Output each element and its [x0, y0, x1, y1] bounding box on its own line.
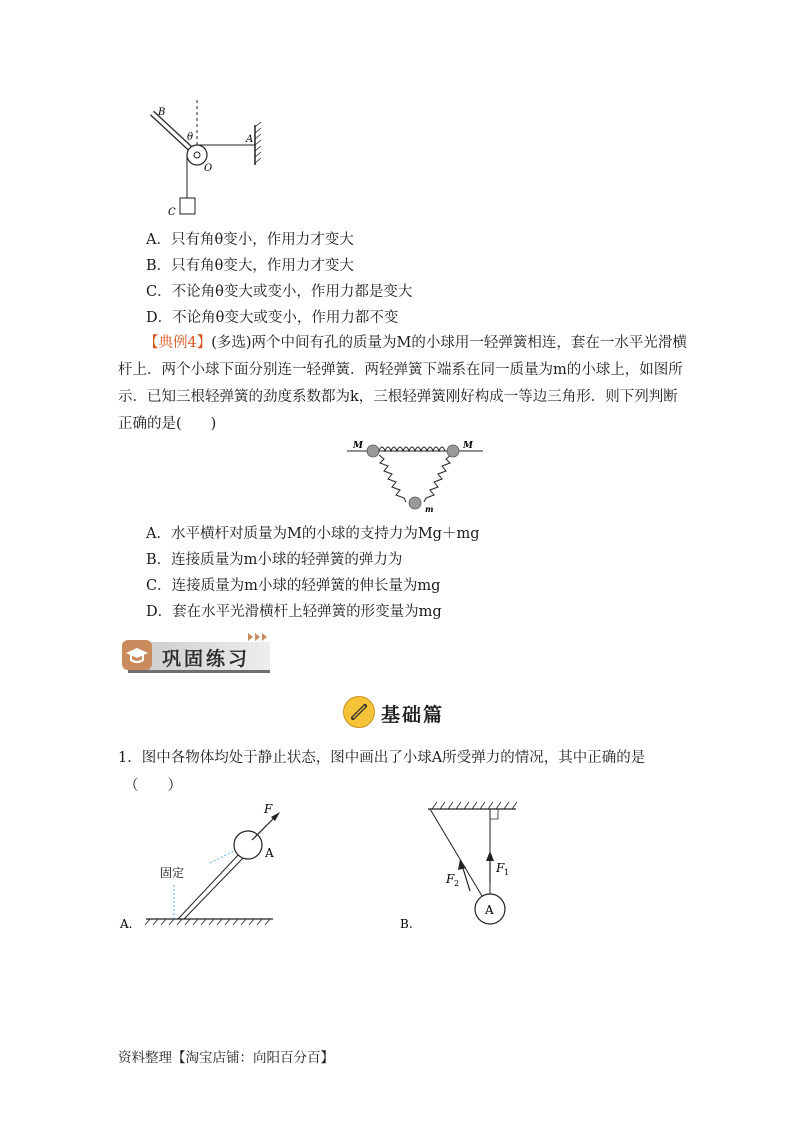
label-f2: F: [446, 872, 455, 886]
example4-stem: [118, 330, 688, 438]
label-ball-a: A: [265, 846, 274, 860]
q1-paren: （ ）: [124, 778, 182, 794]
label-f1: F: [496, 861, 505, 875]
graduation-cap-icon: [122, 640, 152, 670]
label-m-left: M: [353, 441, 363, 451]
ex4-option-d: D．套在水平光滑横杆上轻弹簧的形变量为mg: [146, 604, 442, 620]
q3-option-d: D．不论角θ变大或变小，作用力都不变: [146, 310, 399, 326]
ex4-option-a: A．水平横杆对质量为M的小球的支持力为Mg＋mg: [146, 526, 480, 542]
label-f: F: [264, 802, 273, 816]
q1-stem: 1．图中各物体均处于静止状态，图中画出了小球A所受弹力的情况，其中正确的是: [118, 750, 646, 766]
level-badge: [343, 696, 453, 728]
label-b: B: [158, 107, 166, 118]
section-title: 巩固练习: [162, 648, 251, 670]
label-m-right: M: [463, 441, 473, 451]
q1-figure-a: [118, 795, 288, 935]
label-ball-a-b: A: [485, 903, 494, 917]
q3-option-a: A．只有角θ变小，作用力才变大: [146, 232, 354, 248]
ex4-option-b: B．连接质量为m小球的轻弹簧的弹力为: [146, 552, 403, 568]
label-theta: θ: [187, 132, 194, 143]
footer-text: 资料整理【淘宝店铺：向阳百分百】: [118, 1050, 334, 1066]
example-tag: 【典例4】: [144, 335, 212, 351]
section-header: [118, 638, 270, 672]
spring-triangle-figure: [345, 435, 485, 515]
pencil-icon: [343, 696, 375, 728]
pulley-figure: [140, 95, 270, 230]
label-c: C: [168, 207, 176, 218]
q1-figure-b: [398, 795, 528, 935]
option-a-label: A.: [120, 917, 133, 931]
ex4-option-c: C．连接质量为m小球的轻弹簧的伸长量为mg: [146, 578, 441, 594]
label-a: A: [246, 134, 254, 145]
label-f2-sub: 2: [454, 879, 460, 888]
level-title: 基础篇: [381, 704, 445, 726]
label-o: O: [204, 163, 213, 174]
label-small-m: m: [425, 504, 434, 514]
example-stem-text: (多选)两个中间有孔的质量为M的小球用一轻弹簧相连，套在一水平光滑横杆上．两个小球下面分别连一轻弹簧．两轻弹簧下端系在同一质量为m的小球上，如图所示．已知三根轻弹簧的劲度系数都为k，三根轻弹簧刚好构成一等边三角形．则下列判断正确的是( ): [118, 335, 687, 432]
q3-option-b: B．只有角θ变大，作用力才变大: [146, 258, 354, 274]
label-f1-sub: 1: [504, 868, 510, 877]
triangle-arrows-icon: [246, 632, 270, 642]
label-fixed: 固定: [160, 866, 185, 880]
option-b-label: B.: [400, 917, 413, 931]
q3-option-c: C．不论角θ变大或变小，作用力都是变大: [146, 284, 413, 300]
